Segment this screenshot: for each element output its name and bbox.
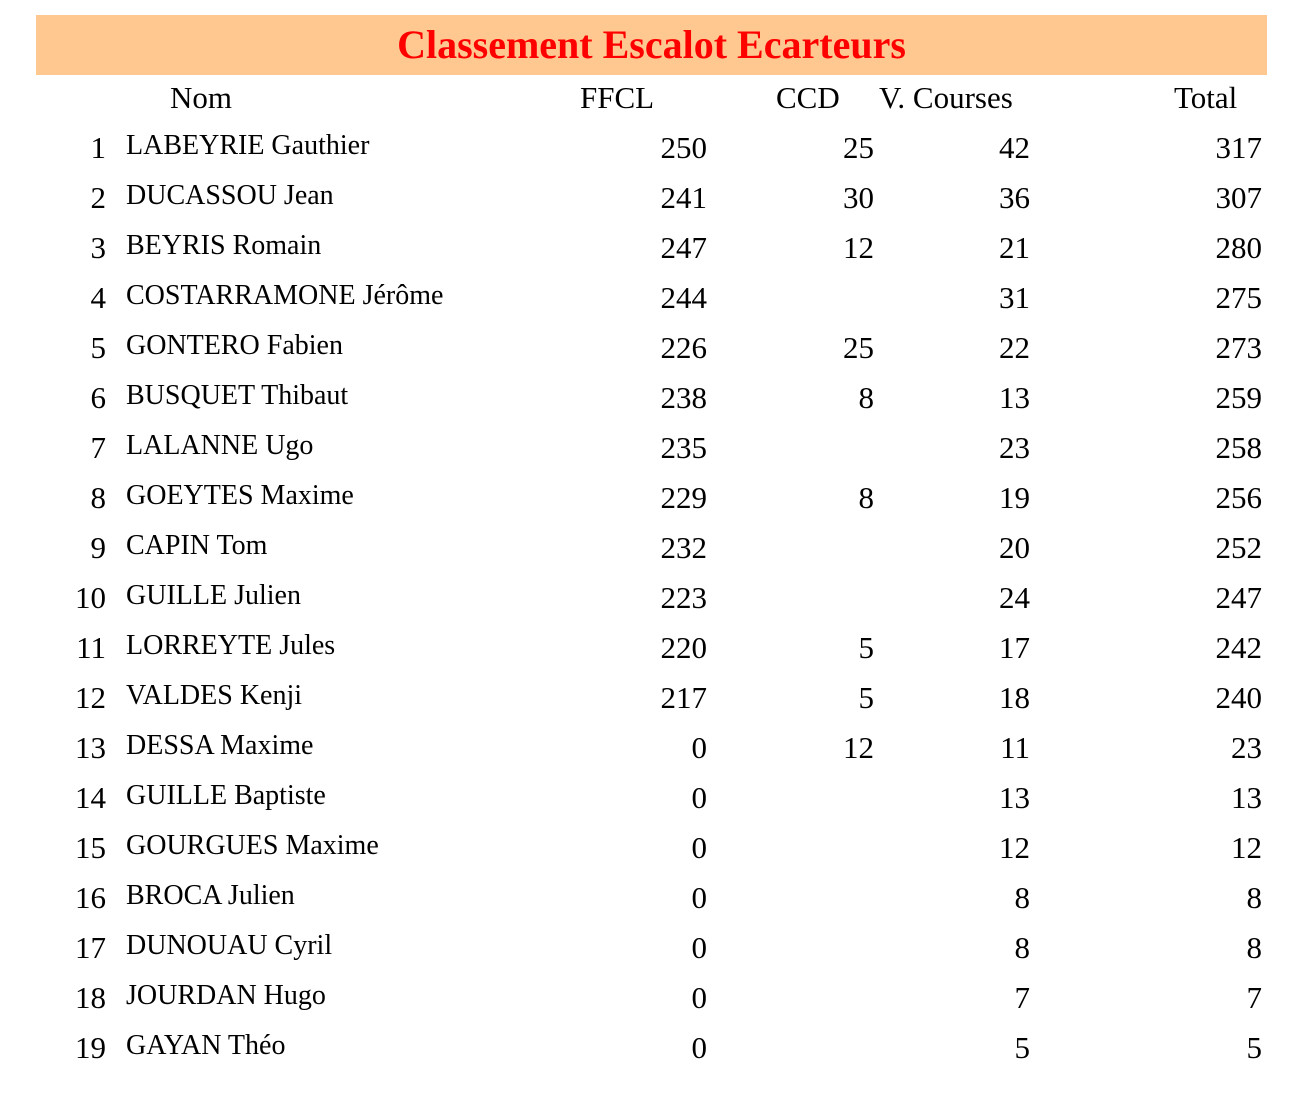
rank-cell: 11 [76, 630, 106, 665]
table-row [0, 323, 1297, 373]
total-cell: 247 [1215, 580, 1262, 615]
rank-cell: 9 [90, 530, 106, 565]
title-banner [36, 15, 1267, 75]
table-row [0, 373, 1297, 423]
table-row [0, 973, 1297, 1023]
ffcl-cell: 244 [660, 280, 707, 315]
rank-cell: 16 [75, 880, 106, 915]
name-cell: CAPIN Tom [126, 530, 268, 561]
name-cell: BUSQUET Thibaut [126, 380, 349, 411]
v-courses-cell: 20 [999, 530, 1030, 565]
name-cell: GUILLE Julien [126, 580, 301, 611]
total-cell: 13 [1231, 780, 1262, 815]
column-header-v-courses: V. Courses [879, 80, 1013, 115]
v-courses-cell: 42 [999, 130, 1030, 165]
ffcl-cell: 0 [691, 1030, 707, 1065]
name-cell: GOURGUES Maxime [126, 830, 379, 861]
table-row [0, 723, 1297, 773]
ccd-cell: 30 [843, 180, 874, 215]
ccd-cell: 8 [858, 380, 874, 415]
v-courses-cell: 12 [999, 830, 1030, 865]
rank-cell: 13 [75, 730, 106, 765]
v-courses-cell: 24 [999, 580, 1030, 615]
ffcl-cell: 223 [660, 580, 707, 615]
total-cell: 23 [1231, 730, 1262, 765]
v-courses-cell: 22 [999, 330, 1030, 365]
total-cell: 317 [1215, 130, 1262, 165]
ffcl-cell: 250 [660, 130, 707, 165]
table-row [0, 673, 1297, 723]
total-cell: 273 [1215, 330, 1262, 365]
rank-cell: 8 [90, 480, 106, 515]
v-courses-cell: 21 [999, 230, 1030, 265]
v-courses-cell: 18 [999, 680, 1030, 715]
ffcl-cell: 238 [660, 380, 707, 415]
ffcl-cell: 241 [660, 180, 707, 215]
name-cell: DUNOUAU Cyril [126, 930, 333, 961]
name-cell: DUCASSOU Jean [126, 180, 334, 211]
rank-cell: 15 [75, 830, 106, 865]
v-courses-cell: 31 [999, 280, 1030, 315]
name-cell: BROCA Julien [126, 880, 295, 911]
v-courses-cell: 7 [1014, 980, 1030, 1015]
table-row [0, 423, 1297, 473]
total-cell: 307 [1215, 180, 1262, 215]
table-row [0, 473, 1297, 523]
rank-cell: 2 [90, 180, 106, 215]
rank-cell: 10 [75, 580, 106, 615]
ffcl-cell: 229 [660, 480, 707, 515]
table-row [0, 773, 1297, 823]
total-cell: 7 [1246, 980, 1262, 1015]
ffcl-cell: 232 [660, 530, 707, 565]
table-row [0, 623, 1297, 673]
ffcl-cell: 217 [660, 680, 707, 715]
page-title: Classement Escalot Ecarteurs [397, 22, 906, 67]
name-cell: LABEYRIE Gauthier [126, 130, 370, 161]
table-row [0, 173, 1297, 223]
table-row [0, 573, 1297, 623]
name-cell: BEYRIS Romain [126, 230, 322, 261]
rank-cell: 4 [90, 280, 106, 315]
name-cell: LALANNE Ugo [126, 430, 314, 461]
ffcl-cell: 0 [691, 780, 707, 815]
total-cell: 259 [1215, 380, 1262, 415]
name-cell: GUILLE Baptiste [126, 780, 326, 811]
v-courses-cell: 19 [999, 480, 1030, 515]
ffcl-cell: 220 [660, 630, 707, 665]
table-row [0, 123, 1297, 173]
ccd-cell: 25 [843, 330, 874, 365]
rank-cell: 5 [90, 330, 106, 365]
ffcl-cell: 0 [691, 730, 707, 765]
v-courses-cell: 23 [999, 430, 1030, 465]
rank-cell: 18 [75, 980, 106, 1015]
table-row [0, 923, 1297, 973]
total-cell: 258 [1215, 430, 1262, 465]
table-row [0, 873, 1297, 923]
name-cell: COSTARRAMONE Jérôme [126, 280, 444, 311]
ccd-cell: 8 [858, 480, 874, 515]
total-cell: 8 [1246, 930, 1262, 965]
column-header-ffcl: FFCL [580, 80, 655, 115]
v-courses-cell: 17 [999, 630, 1030, 665]
v-courses-cell: 13 [999, 380, 1030, 415]
total-cell: 280 [1215, 230, 1262, 265]
ccd-cell: 25 [843, 130, 874, 165]
table-row [0, 523, 1297, 573]
name-cell: VALDES Kenji [126, 680, 303, 711]
ranking-table [0, 123, 1297, 1073]
total-cell: 5 [1246, 1030, 1262, 1065]
total-cell: 256 [1215, 480, 1262, 515]
column-header-nom: Nom [170, 80, 232, 115]
total-cell: 242 [1215, 630, 1262, 665]
rank-cell: 7 [90, 430, 106, 465]
total-cell: 275 [1215, 280, 1262, 315]
rank-cell: 14 [75, 780, 106, 815]
rank-cell: 12 [75, 680, 106, 715]
ffcl-cell: 235 [660, 430, 707, 465]
ffcl-cell: 0 [691, 930, 707, 965]
v-courses-cell: 8 [1014, 880, 1030, 915]
ffcl-cell: 0 [691, 880, 707, 915]
table-row [0, 823, 1297, 873]
table-header [0, 80, 1297, 120]
v-courses-cell: 36 [999, 180, 1030, 215]
total-cell: 240 [1215, 680, 1262, 715]
total-cell: 8 [1246, 880, 1262, 915]
v-courses-cell: 5 [1014, 1030, 1030, 1065]
column-header-ccd: CCD [776, 80, 840, 115]
rank-cell: 3 [90, 230, 106, 265]
table-row [0, 223, 1297, 273]
name-cell: DESSA Maxime [126, 730, 314, 761]
ccd-cell: 5 [858, 630, 874, 665]
v-courses-cell: 13 [999, 780, 1030, 815]
name-cell: LORREYTE Jules [126, 630, 336, 661]
ccd-cell: 12 [843, 230, 874, 265]
table-row [0, 1023, 1297, 1073]
total-cell: 12 [1231, 830, 1262, 865]
ccd-cell: 5 [858, 680, 874, 715]
total-cell: 252 [1215, 530, 1262, 565]
rank-cell: 6 [90, 380, 106, 415]
column-header-total: Total [1174, 80, 1238, 115]
v-courses-cell: 8 [1014, 930, 1030, 965]
v-courses-cell: 11 [1000, 730, 1030, 765]
ccd-cell: 12 [843, 730, 874, 765]
table-row [0, 273, 1297, 323]
rank-cell: 19 [75, 1030, 106, 1065]
name-cell: JOURDAN Hugo [126, 980, 326, 1011]
name-cell: GONTERO Fabien [126, 330, 343, 361]
ffcl-cell: 247 [660, 230, 707, 265]
name-cell: GOEYTES Maxime [126, 480, 354, 511]
rank-cell: 1 [90, 130, 106, 165]
rank-cell: 17 [75, 930, 106, 965]
ffcl-cell: 0 [691, 980, 707, 1015]
ffcl-cell: 226 [660, 330, 707, 365]
name-cell: GAYAN Théo [126, 1030, 286, 1061]
ffcl-cell: 0 [691, 830, 707, 865]
